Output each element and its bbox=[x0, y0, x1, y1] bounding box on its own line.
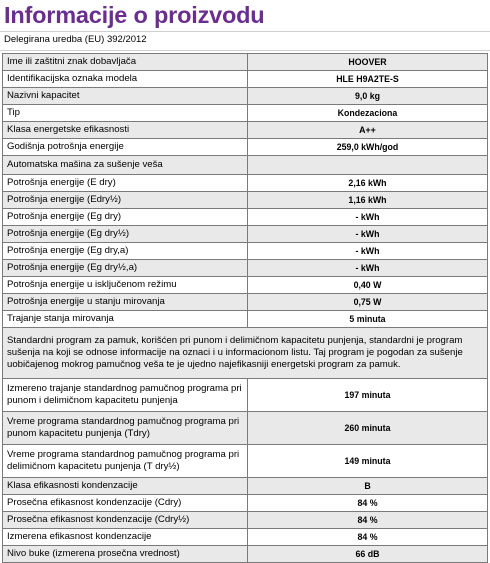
row-label: Ime ili zaštitni znak dobavljača bbox=[3, 54, 248, 71]
table-row bbox=[3, 328, 488, 379]
table-row bbox=[3, 529, 488, 546]
table-row bbox=[3, 105, 488, 122]
row-label: Prosečna efikasnost kondenzacije (Cdry) bbox=[3, 495, 248, 512]
row-label: Potrošnja energije (Eg dry½) bbox=[3, 226, 248, 243]
table-row bbox=[3, 54, 488, 71]
row-value: Kondezaciona bbox=[248, 105, 488, 122]
page-title: Informacije o proizvodu bbox=[4, 2, 265, 28]
table-row bbox=[3, 122, 488, 139]
row-value: HLE H9A2TE-S bbox=[248, 71, 488, 88]
table-row bbox=[3, 88, 488, 105]
row-value: - kWh bbox=[248, 243, 488, 260]
row-value: HOOVER bbox=[248, 54, 488, 71]
table-row bbox=[3, 209, 488, 226]
row-value: 197 minuta bbox=[248, 379, 488, 412]
table-row bbox=[3, 192, 488, 209]
regulation-reference: Delegirana uredba (EU) 392/2012 bbox=[4, 34, 147, 45]
row-value: - kWh bbox=[248, 209, 488, 226]
table-row bbox=[3, 512, 488, 529]
row-label: Identifikacijska oznaka modela bbox=[3, 71, 248, 88]
row-label: Izmerena efikasnost kondenzacije bbox=[3, 529, 248, 546]
row-value: 260 minuta bbox=[248, 412, 488, 445]
table-row bbox=[3, 243, 488, 260]
table-row bbox=[3, 260, 488, 277]
row-value: 149 minuta bbox=[248, 445, 488, 478]
subtitle-divider bbox=[0, 50, 490, 51]
table-row bbox=[3, 311, 488, 328]
table-row bbox=[3, 277, 488, 294]
title-divider bbox=[0, 31, 490, 32]
row-value: 259,0 kWh/god bbox=[248, 139, 488, 156]
row-label: Tip bbox=[3, 105, 248, 122]
row-label: Vreme programa standardnog pamučnog programa pri punom kapacitetu punjenja (Tdry) bbox=[3, 412, 248, 445]
row-value: 84 % bbox=[248, 512, 488, 529]
row-label: Trajanje stanja mirovanja bbox=[3, 311, 248, 328]
row-label: Potrošnja energije (Eg dry,a) bbox=[3, 243, 248, 260]
row-value: - kWh bbox=[248, 260, 488, 277]
row-label: Potrošnja energije (E dry) bbox=[3, 175, 248, 192]
row-value: 66 dB bbox=[248, 546, 488, 563]
table-row bbox=[3, 294, 488, 311]
row-label: Klasa energetske efikasnosti bbox=[3, 122, 248, 139]
row-label: Potrošnja energije (Edry½) bbox=[3, 192, 248, 209]
table-row bbox=[3, 71, 488, 88]
table-row bbox=[3, 139, 488, 156]
row-label: Prosečna efikasnost kondenzacije (Cdry½) bbox=[3, 512, 248, 529]
row-value: B bbox=[248, 478, 488, 495]
table-row bbox=[3, 226, 488, 243]
row-value: 84 % bbox=[248, 529, 488, 546]
table-row bbox=[3, 546, 488, 563]
row-label: Nazivni kapacitet bbox=[3, 88, 248, 105]
row-label: Klasa efikasnosti kondenzacije bbox=[3, 478, 248, 495]
row-label: Nivo buke (izmerena prosečna vrednost) bbox=[3, 546, 248, 563]
table-row bbox=[3, 412, 488, 445]
row-value: 2,16 kWh bbox=[248, 175, 488, 192]
row-label: Potrošnja energije (Eg dry) bbox=[3, 209, 248, 226]
row-label: Izmereno trajanje standardnog pamučnog programa pri punom i delimičnom kapacitetu punjenja bbox=[3, 379, 248, 412]
row-value: 0,40 W bbox=[248, 277, 488, 294]
row-value: 1,16 kWh bbox=[248, 192, 488, 209]
table-row bbox=[3, 445, 488, 478]
row-value: 5 minuta bbox=[248, 311, 488, 328]
row-label: Vreme programa standardnog pamučnog programa pri delimičnom kapacitetu punjenja (T dry½) bbox=[3, 445, 248, 478]
row-label: Potrošnja energije u isključenom režimu bbox=[3, 277, 248, 294]
row-value bbox=[248, 156, 488, 175]
row-value: 9,0 kg bbox=[248, 88, 488, 105]
row-value: 0,75 W bbox=[248, 294, 488, 311]
table-row bbox=[3, 495, 488, 512]
table-row bbox=[3, 156, 488, 175]
table-row bbox=[3, 478, 488, 495]
row-value: 84 % bbox=[248, 495, 488, 512]
row-value: - kWh bbox=[248, 226, 488, 243]
table-row bbox=[3, 175, 488, 192]
product-info-table bbox=[2, 53, 488, 563]
row-label: Automatska mašina za sušenje veša bbox=[3, 156, 248, 175]
table-row bbox=[3, 379, 488, 412]
row-label: Potrošnja energije u stanju mirovanja bbox=[3, 294, 248, 311]
row-label: Godišnja potrošnja energije bbox=[3, 139, 248, 156]
row-label: Potrošnja energije (Eg dry½,a) bbox=[3, 260, 248, 277]
standard-program-note: Standardni program za pamuk, korišćen pri punom i delimičnom kapacitetu punjenja, standardni je program sušenja na koji se odnose informacije na oznaci i u informacionom listu. Taj program je pogodan za sušenje uobičajenog mokrog pamučnog veša te je ujedno najefikasniji energetski program za pamuk. bbox=[3, 328, 488, 379]
row-value: A++ bbox=[248, 122, 488, 139]
